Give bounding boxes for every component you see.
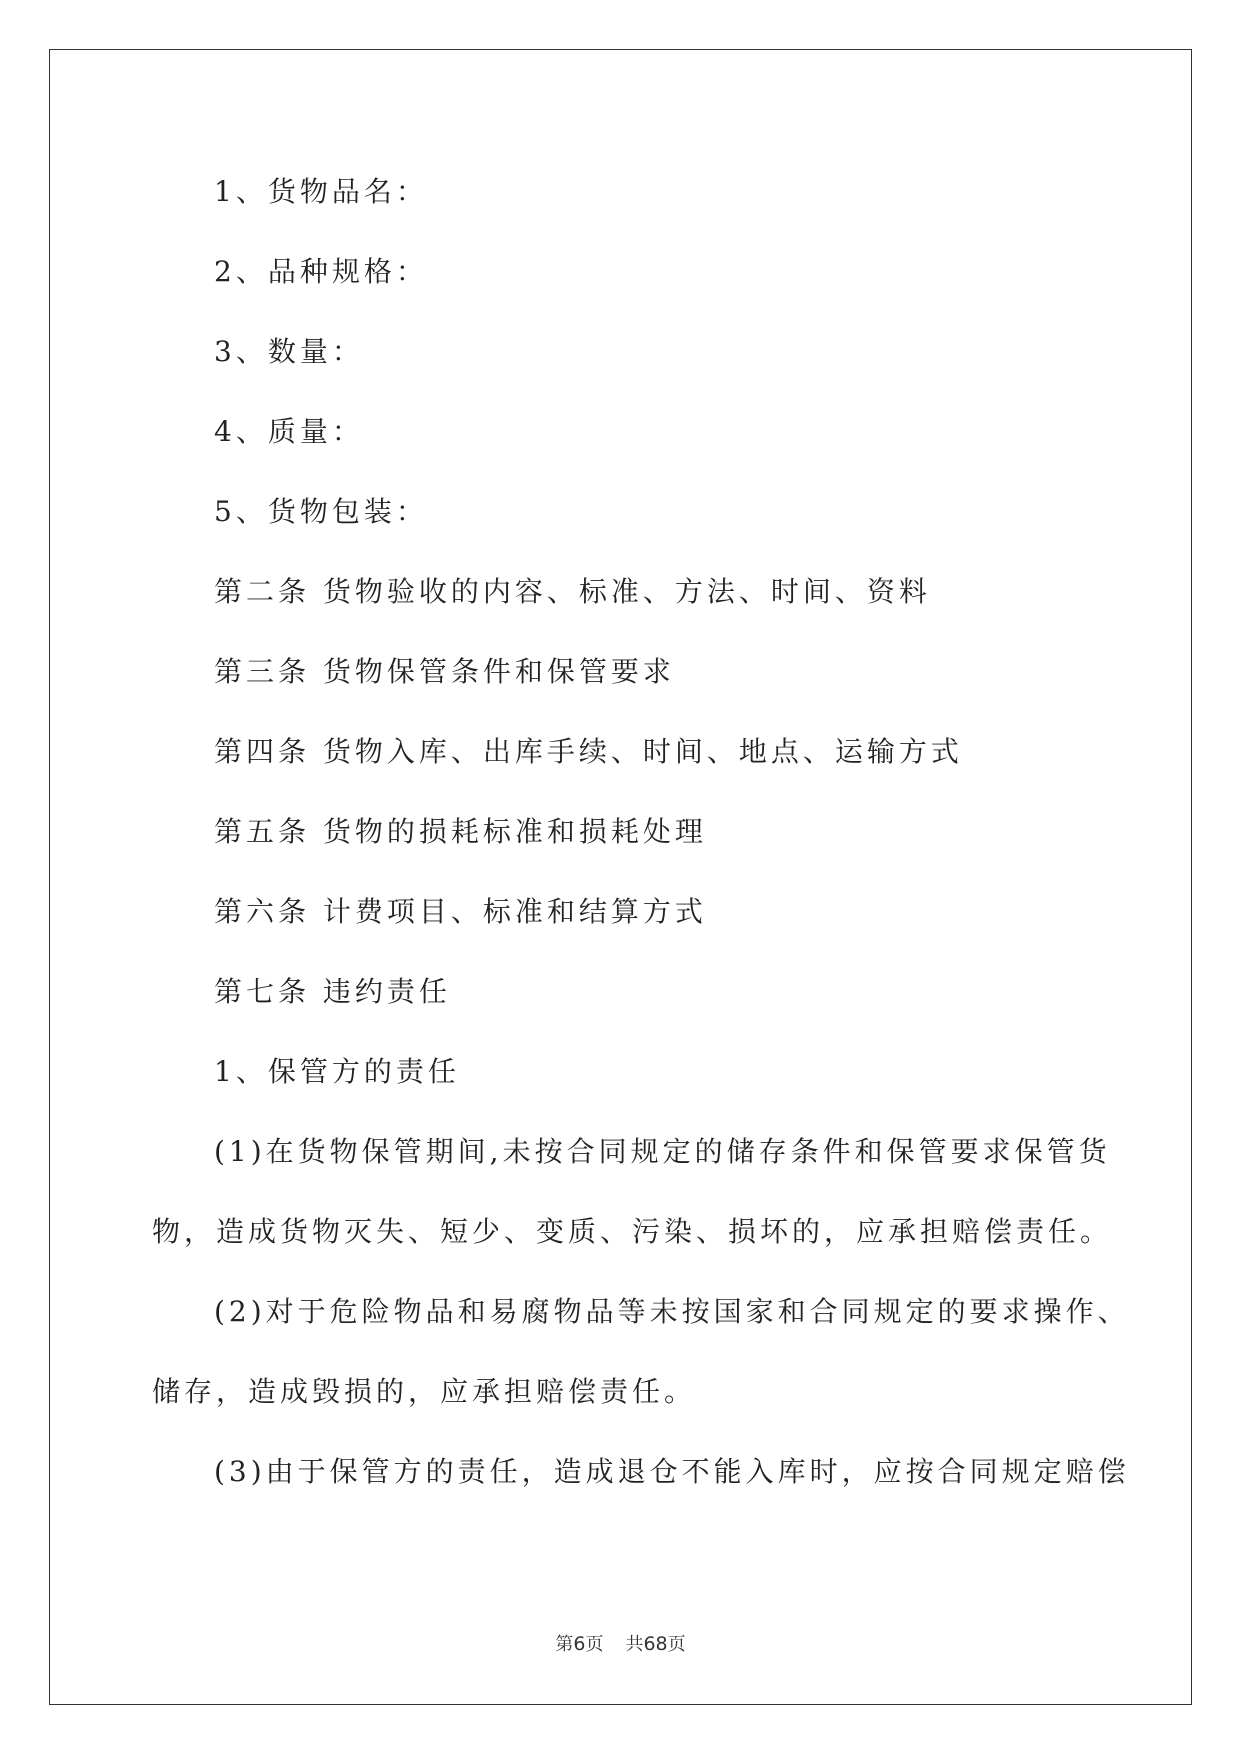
item-quantity: 3、数量： <box>214 335 364 368</box>
clause-2-line-2: 储存，造成毁损的，应承担赔偿责任。 <box>152 1375 697 1408</box>
custodian-liability-heading: 1、保管方的责任 <box>214 1055 460 1088</box>
article-3: 第三条 货物保管条件和保管要求 <box>214 655 675 688</box>
article-6: 第六条 计费项目、标准和结算方式 <box>214 895 707 928</box>
clause-2-line-1: (2)对于危险物品和易腐物品等未按国家和合同规定的要求操作、 <box>214 1295 1130 1328</box>
clause-1-line-2: 物，造成货物灭失、短少、变质、污染、损坏的，应承担赔偿责任。 <box>152 1215 1113 1248</box>
total-pages: 68 <box>643 1633 668 1655</box>
page-suffix: 页 <box>585 1634 604 1655</box>
page-prefix: 第 <box>555 1634 574 1655</box>
clause-3-line-1: (3)由于保管方的责任，造成退仓不能入库时，应按合同规定赔偿 <box>214 1455 1130 1488</box>
item-quality: 4、质量： <box>214 415 364 448</box>
article-2: 第二条 货物验收的内容、标准、方法、时间、资料 <box>214 575 931 608</box>
item-goods-name: 1、货物品名： <box>214 175 428 208</box>
article-7: 第七条 违约责任 <box>214 975 451 1008</box>
total-suffix: 页 <box>667 1634 686 1655</box>
article-5: 第五条 货物的损耗标准和损耗处理 <box>214 815 707 848</box>
item-variety-spec: 2、品种规格： <box>214 255 428 288</box>
total-prefix: 共 <box>625 1634 644 1655</box>
page-footer <box>0 1632 1241 1657</box>
article-4: 第四条 货物入库、出库手续、时间、地点、运输方式 <box>214 735 963 768</box>
item-packaging: 5、货物包装： <box>214 495 428 528</box>
clause-1-line-1: (1)在货物保管期间,未按合同规定的储存条件和保管要求保管货 <box>214 1135 1111 1168</box>
page-number: 6 <box>573 1633 586 1655</box>
